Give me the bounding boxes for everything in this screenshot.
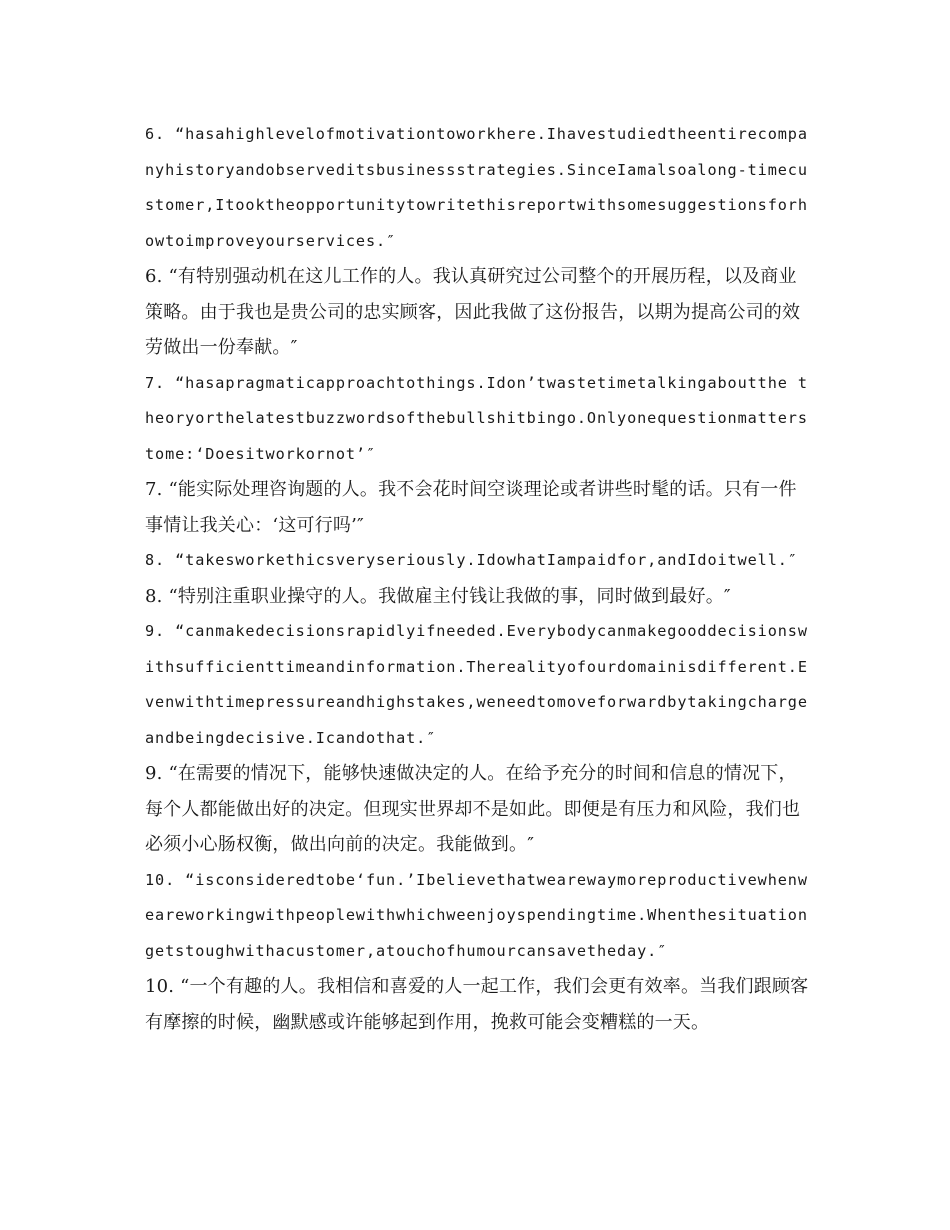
paragraph-8-chinese: 8. “特别注重职业操守的人。我做雇主付钱让我做的事，同时做到最好。″ [145,585,731,607]
document-body [145,117,810,1040]
paragraph-10-chinese: 10. “一个有趣的人。我相信和喜爱的人一起工作，我们会更有效率。当我们跟顾客有摩擦的时候，幽默感或许能够起到作用，挽救可能会变糟糕的一天。 [145,976,809,1033]
paragraph-6-chinese: 6. “有特别强动机在这儿工作的人。我认真研究过公司整个的开展历程，以及商业策略。由于我也是贵公司的忠实顾客，因此我做了这份报告，以期为提高公司的效劳做出一份奉献。″ [145,266,801,358]
paragraph-8-english: 8. “takesworkethicsveryseriously.IdowhatIampaidfor,andIdoitwell.″ [145,551,798,569]
paragraph-9-english: 9. “canmakedecisionsrapidlyifneeded.Everybodycanmakegooddecisionswithsufficienttimeandinformation.Therealityofourdomainisdifferent.Evenwithtimepressureandhighstakes,weneedtomoveforwardbytakingchargeandbeingdecisive.Icandothat.″ [145,622,808,747]
paragraph-7-chinese: 7. “能实际处理咨询题的人。我不会花时间空谈理论或者讲些时髦的话。只有一件事情让我关心：‘这可行吗’″ [145,479,797,536]
paragraph-9-chinese: 9. “在需要的情况下，能够快速做决定的人。在给予充分的时间和信息的情况下，每个人都能做出好的决定。但现实世界却不是如此。即便是有压力和风险，我们也必须小心肠权衡，做出向前的决定。我能做到。″ [145,763,801,855]
paragraph-10-english: 10. “isconsideredtobe‘fun.’Ibelievethatwearewaymoreproductivewhenweareworkingwithpeoplewithwhichweenjoyspendingtime.Whenthesituationgetstoughwithacustomer,atouchofhumourcansavetheday.″ [145,870,808,960]
paragraph-7-english: 7. “hasapragmaticapproachtothings.Idon’twastetimetalkingaboutthe theoryorthelatestbuzzwordsofthebullshitbingo.Onlyonequestionmatterstome:‘Doesitworkornot’″ [145,373,808,463]
paragraph-6-english: 6. “hasahighlevelofmotivationtoworkhere.Ihavestudiedtheentirecompanyhistoryandobserveditsbusinessstrategies.SinceIamalsoalong-timecustomer,Itooktheopportunitytowritethisreportwithsomesuggestionsforhowtoimproveyourservices.″ [145,125,808,250]
